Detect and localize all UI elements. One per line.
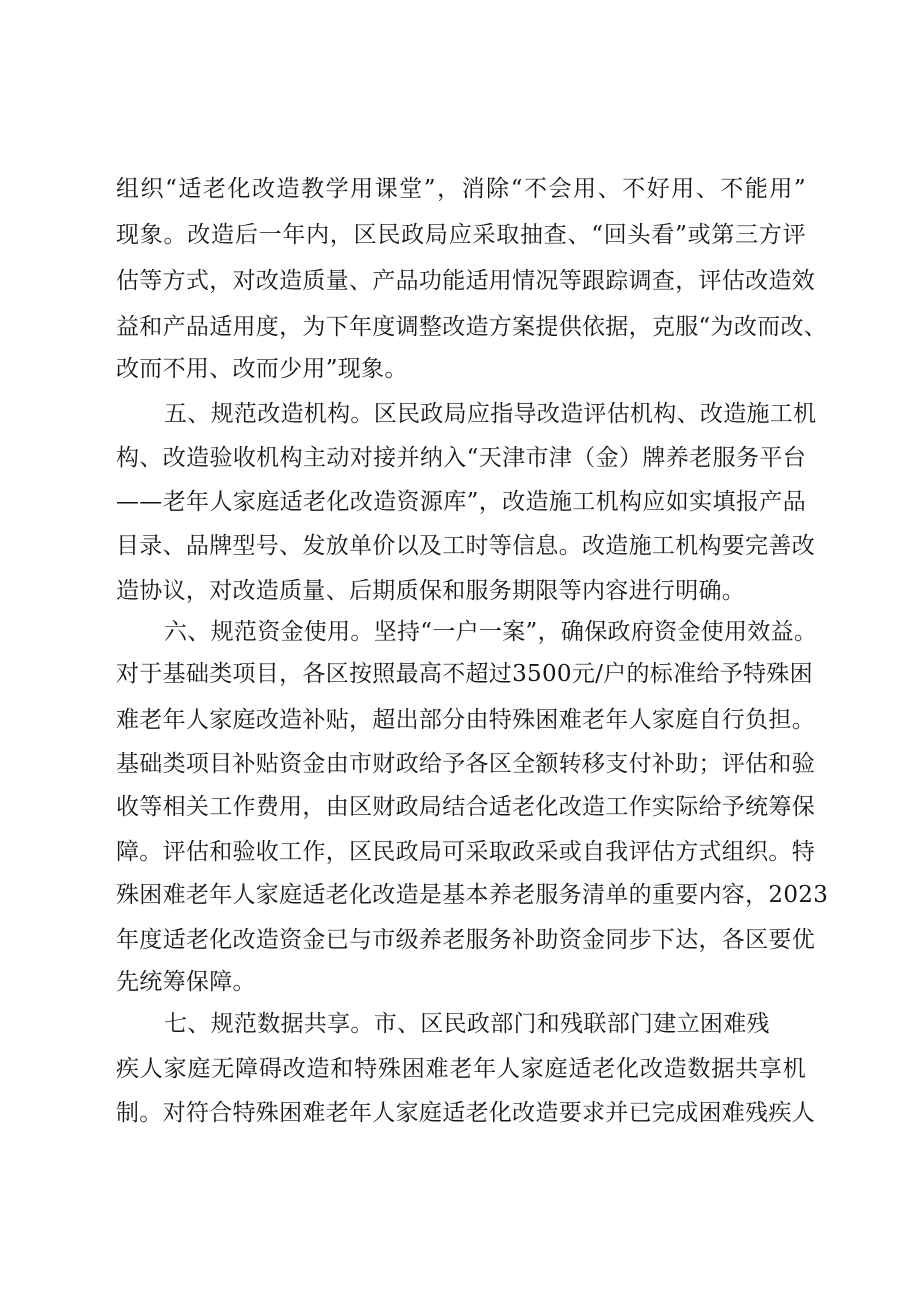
section-6-heading-line: 六、规范资金使用。坚持“一户一案”，确保政府资金使用效益。 bbox=[164, 619, 818, 645]
text-line: 改而不用、改而少用”现象。 bbox=[116, 356, 408, 382]
text-line: 对于基础类项目，各区按照最高不超过3500元/户的标准给予特殊困 bbox=[116, 661, 813, 687]
section-7-heading-line: 七、规范数据共享。市、区民政部门和残联部门建立困难残 bbox=[164, 1011, 770, 1037]
text-line: 构、改造验收机构主动对接并纳入“天津市津（金）牌养老服务平台 bbox=[116, 445, 806, 471]
text-line: 组织“适老化改造教学用课堂”，消除“不会用、不好用、不能用” bbox=[116, 176, 806, 202]
text-line: 益和产品适用度，为下年度调整改造方案提供依据，克服“为改而改、 bbox=[116, 314, 828, 340]
text-line: 收等相关工作费用，由区财政局结合适老化改造工作实际给予统筹保 bbox=[116, 794, 815, 820]
text-line: 疾人家庭无障碍改造和特殊困难老年人家庭适老化改造数据共享机 bbox=[116, 1056, 806, 1082]
text-line: 基础类项目补贴资金由市财政给予各区全额转移支付补助；评估和验 bbox=[116, 751, 815, 777]
text-line: 先统筹保障。 bbox=[116, 969, 256, 995]
text-line: 造协议，对改造质量、后期质保和服务期限等内容进行明确。 bbox=[116, 578, 746, 604]
text-line: 殊困难老年人家庭适老化改造是基本养老服务清单的重要内容，2023 bbox=[116, 882, 829, 908]
text-line: 障。评估和验收工作，区民政局可采取政采或自我评估方式组织。特 bbox=[116, 839, 815, 865]
text-line: 估等方式，对改造质量、产品功能适用情况等跟踪调查，评估改造效 bbox=[116, 268, 815, 294]
text-line: 制。对符合特殊困难老年人家庭适老化改造要求并已完成困难残疾人 bbox=[116, 1100, 815, 1126]
text-line: ——老年人家庭适老化改造资源库”，改造施工机构应如实填报产品 bbox=[116, 489, 806, 515]
text-line: 目录、品牌型号、发放单价以及工时等信息。改造施工机构要完善改 bbox=[116, 533, 815, 559]
section-5-heading-line: 五、规范改造机构。区民政局应指导改造评估机构、改造施工机 bbox=[164, 401, 817, 427]
text-line: 现象。改造后一年内，区民政局应采取抽查、“回头看”或第三方评 bbox=[116, 222, 806, 248]
text-line: 年度适老化改造资金已与市级养老服务补助资金同步下达，各区要优 bbox=[116, 927, 815, 953]
text-line: 难老年人家庭改造补贴，超出部分由特殊困难老年人家庭自行负担。 bbox=[116, 707, 815, 733]
